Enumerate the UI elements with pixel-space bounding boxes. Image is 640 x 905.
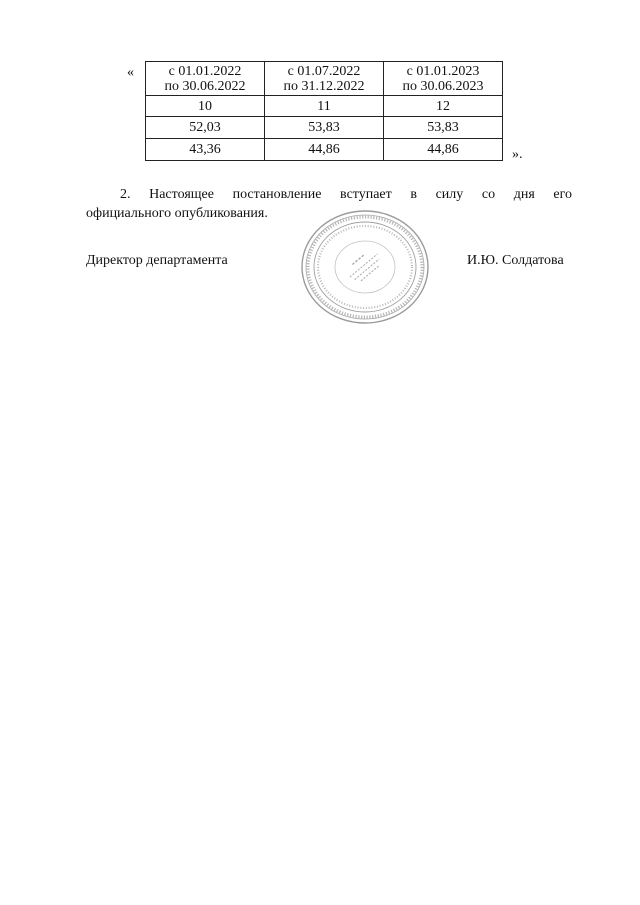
- quote-close: ».: [512, 147, 523, 162]
- table-cell: 44,86: [265, 139, 384, 161]
- rates-table: [145, 61, 503, 161]
- paragraph-line: официального опубликования.: [86, 206, 268, 221]
- signatory-position: Директор департамента: [86, 253, 228, 268]
- column-number-cell: 11: [265, 96, 384, 117]
- quote-open: «: [127, 65, 134, 80]
- header-cell-line: по 30.06.2022: [164, 78, 246, 94]
- header-cell-2: [265, 62, 384, 96]
- table-header-row: [146, 62, 503, 96]
- paragraph-line: 2. Настоящее постановление вступает в силу со дня его: [120, 187, 572, 202]
- table-cell: 53,83: [265, 117, 384, 139]
- header-cell-line: по 31.12.2022: [283, 78, 365, 94]
- table-cell: 53,83: [384, 117, 503, 139]
- signatory-name: И.Ю. Солдатова: [467, 253, 564, 268]
- header-cell-line: по 30.06.2023: [402, 78, 484, 94]
- header-cell-line: с 01.01.2023: [406, 63, 480, 79]
- table-cell: 43,36: [146, 139, 265, 161]
- column-number-cell: 12: [384, 96, 503, 117]
- column-number-row: [146, 96, 503, 117]
- table-row: [146, 139, 503, 161]
- round-seal-icon: [297, 207, 433, 327]
- table-row: [146, 117, 503, 139]
- table-cell: 44,86: [384, 139, 503, 161]
- header-cell-line: с 01.07.2022: [287, 63, 361, 79]
- table-cell: 52,03: [146, 117, 265, 139]
- header-cell-line: с 01.01.2022: [168, 63, 242, 79]
- header-cell-3: [384, 62, 503, 96]
- header-cell-1: [146, 62, 265, 96]
- column-number-cell: 10: [146, 96, 265, 117]
